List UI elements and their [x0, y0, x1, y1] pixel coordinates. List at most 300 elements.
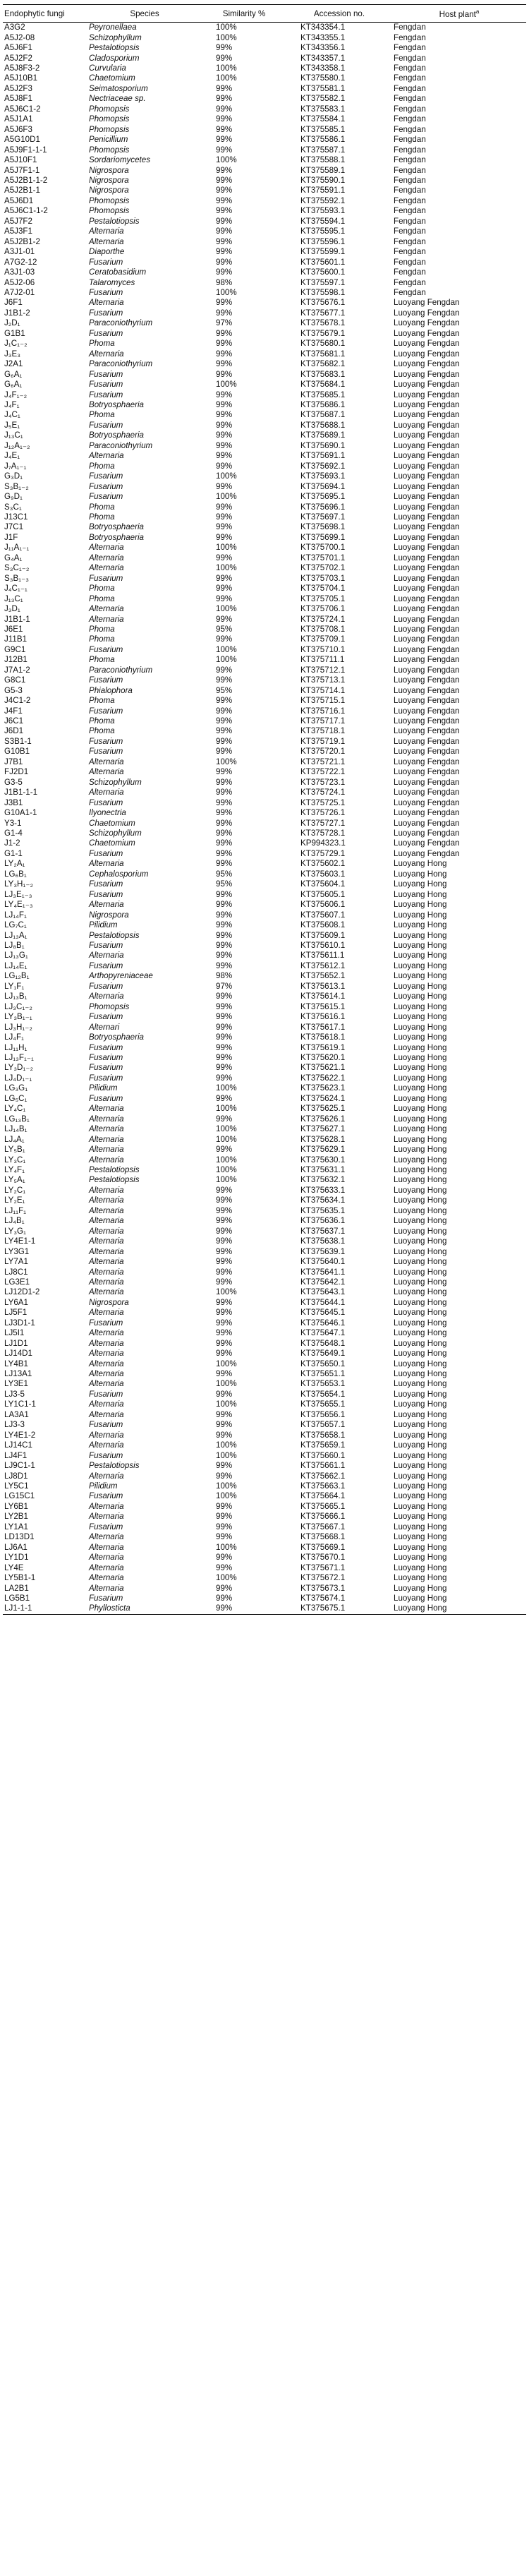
table-row	[3, 543, 526, 553]
host-plant-cell: Luoyang Hong	[394, 1563, 447, 1572]
table-row	[3, 1287, 526, 1297]
host-plant-cell: Luoyang Fengdan	[394, 440, 460, 450]
fungi-id-cell: A5J8F1	[4, 94, 32, 104]
fungi-id-cell: G8C1	[4, 675, 26, 685]
table-row	[3, 1012, 526, 1022]
species-cell: Fusarium	[89, 471, 123, 481]
host-plant-cell: Luoyang Hong	[394, 1440, 447, 1450]
fungi-id-cell: J1B1-2	[4, 308, 30, 318]
fungi-id-cell: A5J2F2	[4, 53, 32, 63]
species-cell: Diaporthe	[89, 247, 125, 257]
host-plant-cell: Luoyang Fengdan	[394, 399, 460, 409]
table-row	[3, 706, 526, 716]
table-row	[3, 655, 526, 665]
species-cell: Alternaria	[89, 1155, 124, 1164]
similarity-cell: 99%	[216, 298, 233, 308]
table-row	[3, 584, 526, 594]
similarity-cell: 99%	[216, 1216, 233, 1226]
accession-no-cell: KT375699.1	[300, 532, 346, 542]
accession-no-cell: KT375676.1	[300, 298, 346, 308]
table-row	[3, 308, 526, 318]
fungi-id-cell: G10A1-1	[4, 808, 37, 818]
accession-no-cell: KT375695.1	[300, 492, 346, 502]
host-plant-cell: Luoyang Hong	[394, 1349, 447, 1359]
host-plant-cell: Luoyang Hong	[394, 981, 447, 991]
host-plant-cell: Luoyang Fengdan	[394, 685, 460, 695]
fungi-id-cell: LJ₄A₁	[4, 1134, 25, 1144]
species-cell: Schizophyllum	[89, 777, 142, 787]
similarity-cell: 99%	[216, 1420, 233, 1430]
species-cell: Alternaria	[89, 1542, 124, 1552]
host-plant-cell: Fengdan	[394, 32, 426, 42]
table-row	[3, 900, 526, 910]
similarity-cell: 99%	[216, 1389, 233, 1399]
col-header-fungi: Endophytic fungi	[3, 5, 87, 23]
table-row	[3, 1186, 526, 1196]
host-plant-cell: Luoyang Hong	[394, 859, 447, 869]
accession-no-cell: KT375700.1	[300, 543, 346, 553]
accession-no-cell: KT375717.1	[300, 716, 346, 726]
accession-no-cell: KT375584.1	[300, 114, 346, 124]
table-row	[3, 32, 526, 42]
host-plant-cell: Luoyang Hong	[394, 1297, 447, 1307]
accession-no-cell: KT375693.1	[300, 471, 346, 481]
similarity-cell: 99%	[216, 114, 233, 124]
accession-no-cell: KT375671.1	[300, 1563, 346, 1572]
similarity-cell: 99%	[216, 838, 233, 848]
accession-no-cell: KT375622.1	[300, 1073, 346, 1083]
accession-no-cell: KT375585.1	[300, 124, 346, 134]
similarity-cell: 99%	[216, 1073, 233, 1083]
host-plant-cell: Luoyang Fengdan	[394, 502, 460, 512]
accession-no-cell: KT375652.1	[300, 971, 346, 981]
accession-no-cell: KT343358.1	[300, 64, 346, 73]
species-cell: Alternaria	[89, 1104, 124, 1114]
species-cell: Penicillium	[89, 135, 128, 145]
fungi-id-cell: LJ3-5	[4, 1389, 25, 1399]
table-row	[3, 1543, 526, 1553]
similarity-cell: 100%	[216, 563, 237, 573]
similarity-cell: 99%	[216, 216, 233, 226]
species-cell: Alternaria	[89, 1205, 124, 1215]
table-header	[3, 5, 526, 23]
species-cell: Botryosphaeria	[89, 431, 144, 440]
species-cell: Pestalotiopsis	[89, 43, 140, 53]
accession-no-cell: KT375601.1	[300, 257, 346, 267]
host-plant-cell: Luoyang Fengdan	[394, 339, 460, 349]
similarity-cell: 100%	[216, 1134, 237, 1144]
host-plant-cell: Fengdan	[394, 277, 426, 287]
species-cell: Nigrospora	[89, 176, 129, 186]
accession-no-cell: KT375596.1	[300, 236, 346, 246]
host-plant-cell: Luoyang Hong	[394, 1522, 447, 1531]
species-cell: Alternaria	[89, 1583, 124, 1593]
similarity-cell: 99%	[216, 829, 233, 838]
host-plant-cell: Luoyang Fengdan	[394, 553, 460, 562]
table-row	[3, 1390, 526, 1400]
accession-no-cell: KT375689.1	[300, 431, 346, 440]
fungi-id-cell: A5J6D1	[4, 195, 34, 205]
host-plant-cell: Luoyang Hong	[394, 1185, 447, 1195]
table-row	[3, 1134, 526, 1144]
table-row	[3, 380, 526, 390]
host-plant-cell: Luoyang Hong	[394, 1338, 447, 1348]
host-plant-cell: Luoyang Hong	[394, 1022, 447, 1032]
species-cell: Alternaria	[89, 1277, 124, 1287]
table-row	[3, 788, 526, 798]
similarity-cell: 99%	[216, 512, 233, 522]
host-plant-cell: Fengdan	[394, 94, 426, 104]
host-plant-cell: Luoyang Hong	[392, 1603, 526, 1614]
table-row	[3, 1594, 526, 1603]
accession-no-cell: KT375674.1	[300, 1594, 346, 1603]
table-row	[3, 339, 526, 349]
accession-no-cell: KT375615.1	[300, 1001, 346, 1011]
table-row	[3, 1583, 526, 1593]
accession-no-cell: KT375581.1	[300, 83, 346, 93]
similarity-cell: 100%	[216, 1379, 237, 1389]
table-row	[3, 390, 526, 399]
host-plant-cell: Luoyang Fengdan	[394, 777, 460, 787]
fungi-id-cell: LY4E1-1	[4, 1236, 36, 1246]
fungi-id-cell: A3J1-03	[4, 267, 35, 277]
fungi-id-cell: A5J1A1	[4, 114, 33, 124]
species-cell: Alternaria	[89, 1114, 124, 1124]
fungi-id-cell: LY₁F₁	[4, 981, 25, 991]
table-row	[3, 125, 526, 135]
col-header-similarity: Similarity %	[202, 5, 286, 23]
accession-no-cell: KT375720.1	[300, 747, 346, 757]
species-cell: Sordariomycetes	[89, 155, 150, 165]
fungi-id-cell: A7G2-12	[4, 257, 37, 267]
similarity-cell: 99%	[216, 1328, 233, 1338]
species-cell: Nigrospora	[89, 1297, 129, 1307]
table-row	[3, 1573, 526, 1583]
species-cell: Alternaria	[89, 1226, 124, 1236]
host-plant-cell: Fengdan	[394, 186, 426, 195]
species-cell: Talaromyces	[89, 277, 135, 287]
table-row	[3, 1022, 526, 1032]
accession-no-cell: KT375618.1	[300, 1033, 346, 1042]
table-row	[3, 879, 526, 889]
fungi-id-cell: S3B1-1	[4, 736, 32, 746]
host-plant-cell: Luoyang Fengdan	[394, 594, 460, 603]
species-cell: Nigrospora	[89, 910, 129, 920]
species-cell: Phoma	[89, 594, 115, 603]
species-cell: Fusarium	[89, 420, 123, 430]
host-plant-cell: Luoyang Hong	[394, 900, 447, 910]
species-cell: Alternaria	[89, 1553, 124, 1563]
species-cell: Fusarium	[89, 328, 123, 338]
accession-no-cell: KT375653.1	[300, 1379, 346, 1389]
accession-no-cell: KT375679.1	[300, 328, 346, 338]
host-plant-cell: Fengdan	[394, 104, 426, 114]
species-cell: Alternaria	[89, 757, 124, 766]
accession-no-cell: KT375704.1	[300, 584, 346, 594]
accession-no-cell: KT375595.1	[300, 227, 346, 236]
fungi-id-cell: LJ6A1	[4, 1542, 28, 1552]
host-plant-cell: Luoyang Hong	[394, 1481, 447, 1491]
accession-no-cell: KT375706.1	[300, 604, 346, 614]
species-cell: Alternaria	[89, 563, 124, 573]
similarity-cell: 97%	[216, 981, 233, 991]
host-plant-cell: Luoyang Hong	[394, 1553, 447, 1563]
species-cell: Pestalotiopsis	[89, 1164, 140, 1174]
similarity-cell: 99%	[216, 1349, 233, 1359]
fungi-id-cell: LY₂E₁	[4, 1196, 25, 1205]
accession-no-cell: KT375715.1	[300, 696, 346, 706]
table-row	[3, 645, 526, 655]
accession-no-cell: KT375594.1	[300, 216, 346, 226]
species-cell: Alternaria	[89, 1134, 124, 1144]
fungi-id-cell: LG₆B₁	[4, 869, 27, 879]
similarity-cell: 99%	[216, 1196, 233, 1205]
fungi-id-cell: J7A1-2	[4, 665, 30, 675]
fungi-id-cell: LY6A1	[4, 1297, 28, 1307]
fungi-id-cell: A5J10F1	[4, 155, 37, 165]
host-plant-cell: Fengdan	[394, 227, 426, 236]
fungi-id-cell: LJ13A1	[4, 1369, 32, 1379]
species-cell: Botryosphaeria	[89, 532, 144, 542]
species-cell: Ilyonectria	[89, 808, 126, 818]
host-plant-cell: Luoyang Hong	[394, 1114, 447, 1124]
similarity-cell: 99%	[216, 818, 233, 828]
table-row	[3, 1512, 526, 1522]
similarity-cell: 99%	[216, 634, 233, 644]
accession-no-cell: KT375697.1	[300, 512, 346, 522]
similarity-cell: 99%	[216, 1532, 233, 1542]
table-row	[3, 961, 526, 971]
accession-no-cell: KT375673.1	[300, 1583, 346, 1593]
accession-no-cell: KT375588.1	[300, 155, 346, 165]
fungi-id-cell: G₉D₁	[4, 492, 23, 502]
table-row	[3, 573, 526, 583]
host-plant-cell: Luoyang Fengdan	[394, 512, 460, 522]
host-plant-cell: Luoyang Fengdan	[394, 308, 460, 318]
fungi-id-cell: LJ1-1-1	[3, 1603, 87, 1614]
similarity-cell: 99%	[216, 798, 233, 807]
host-plant-cell: Luoyang Fengdan	[394, 604, 460, 614]
fungi-table	[3, 4, 526, 1615]
fungi-id-cell: LY₄E₁₋₃	[4, 900, 33, 910]
similarity-cell: 99%	[216, 1277, 233, 1287]
fungi-id-cell: J₁₃C₁	[4, 431, 23, 440]
fungi-id-cell: LJ3D1-1	[4, 1318, 35, 1328]
table-row	[3, 369, 526, 379]
host-plant-cell: Luoyang Hong	[394, 869, 447, 879]
similarity-cell: 99%	[216, 104, 233, 114]
table-row	[3, 1400, 526, 1409]
species-cell: Fusarium	[89, 1052, 123, 1062]
table-row	[3, 1145, 526, 1155]
accession-no-cell: KT375586.1	[300, 135, 346, 145]
accession-no-cell: KT375682.1	[300, 359, 346, 369]
similarity-cell: 99%	[216, 1246, 233, 1256]
species-cell: Cephalosporium	[89, 869, 149, 879]
species-cell: Pestalotiopsis	[89, 1175, 140, 1185]
similarity-cell: 100%	[216, 757, 237, 766]
species-cell: Fusarium	[89, 492, 123, 502]
fungi-id-cell: LY₃D₁₋₂	[4, 1063, 33, 1073]
fungi-id-cell: A5J2B1-1	[4, 186, 40, 195]
fungi-id-cell: LJ8D1	[4, 1471, 28, 1481]
table-row	[3, 818, 526, 828]
fungi-id-cell: LJ4F1	[4, 1450, 28, 1460]
table-row	[3, 451, 526, 461]
accession-no-cell: KT375614.1	[300, 992, 346, 1001]
fungi-id-cell: G1-4	[4, 829, 23, 838]
similarity-cell: 99%	[216, 135, 233, 145]
host-plant-cell: Luoyang Hong	[394, 1512, 447, 1522]
fungi-id-cell: J11B1	[4, 634, 28, 644]
host-plant-cell: Luoyang Fengdan	[394, 747, 460, 757]
similarity-cell: 99%	[216, 461, 233, 471]
table-row	[3, 849, 526, 859]
similarity-cell: 100%	[216, 1440, 237, 1450]
table-row	[3, 798, 526, 807]
fungi-id-cell: LY₅B₁	[4, 1145, 25, 1155]
host-plant-cell: Luoyang Fengdan	[394, 390, 460, 399]
similarity-cell: 99%	[216, 369, 233, 379]
table-row	[3, 1267, 526, 1277]
accession-no-cell: KT375666.1	[300, 1512, 346, 1522]
fungi-id-cell: LY2B1	[4, 1512, 28, 1522]
accession-no-cell: KT375694.1	[300, 481, 346, 491]
species-cell: Alternaria	[89, 767, 124, 777]
accession-no-cell: KT375705.1	[300, 594, 346, 603]
accession-no-cell: KT375677.1	[300, 308, 346, 318]
species-cell: Ceratobasidium	[89, 267, 147, 277]
host-plant-cell: Luoyang Hong	[394, 1594, 447, 1603]
accession-no-cell: KT375684.1	[300, 380, 346, 390]
table-row	[3, 1094, 526, 1104]
fungi-id-cell: LJ₁₃B₁	[4, 992, 28, 1001]
species-cell: Alternaria	[89, 451, 124, 461]
similarity-cell: 100%	[216, 1164, 237, 1174]
similarity-cell: 99%	[216, 1236, 233, 1246]
species-cell: Alternaria	[89, 1369, 124, 1379]
similarity-cell: 99%	[216, 889, 233, 899]
table-row	[3, 920, 526, 930]
accession-no-cell: KT375628.1	[300, 1134, 346, 1144]
fungi-id-cell: LY₅A₁	[4, 1175, 25, 1185]
table-row	[3, 634, 526, 644]
similarity-cell: 100%	[216, 1175, 237, 1185]
similarity-cell: 99%	[216, 696, 233, 706]
similarity-cell: 99%	[216, 1042, 233, 1052]
similarity-cell: 100%	[216, 1491, 237, 1501]
accession-no-cell: KT375692.1	[300, 461, 346, 471]
fungi-id-cell: G₆A₁	[4, 369, 23, 379]
fungi-id-cell: J13C1	[4, 512, 28, 522]
host-plant-cell: Luoyang Hong	[394, 1033, 447, 1042]
fungi-id-cell: J₁₃C₁	[4, 594, 23, 603]
fungi-id-cell: J7C1	[4, 522, 24, 532]
fungi-id-cell: A5J3F1	[4, 227, 32, 236]
species-cell: Fusarium	[89, 675, 123, 685]
host-plant-cell: Fengdan	[394, 247, 426, 257]
accession-no-cell: KT375667.1	[300, 1522, 346, 1531]
accession-no-cell: KT375648.1	[300, 1338, 346, 1348]
fungi-id-cell: S₃B₁₋₂	[4, 481, 29, 491]
fungi-id-cell: G5-3	[4, 685, 23, 695]
similarity-cell: 100%	[216, 380, 237, 390]
table-row	[3, 1461, 526, 1471]
fungi-id-cell: LY₂A₁	[4, 859, 25, 869]
table-row	[3, 1532, 526, 1542]
similarity-cell: 100%	[216, 23, 237, 32]
species-cell: Cladosporium	[89, 53, 140, 63]
host-plant-cell: Fengdan	[394, 216, 426, 226]
species-cell: Fusarium	[89, 369, 123, 379]
table-row	[3, 971, 526, 981]
accession-no-cell: KT375675.1	[286, 1603, 392, 1614]
accession-no-cell: KT375714.1	[300, 685, 346, 695]
accession-no-cell: KT375656.1	[300, 1409, 346, 1419]
table-row	[3, 196, 526, 206]
species-cell: Chaetomium	[89, 818, 135, 828]
host-plant-cell: Fengdan	[394, 267, 426, 277]
host-plant-cell: Luoyang Fengdan	[394, 471, 460, 481]
species-cell: Alternaria	[89, 1471, 124, 1481]
accession-no-cell: KT375668.1	[300, 1532, 346, 1542]
similarity-cell: 100%	[216, 32, 237, 42]
accession-no-cell: KT375610.1	[300, 941, 346, 950]
table-row	[3, 165, 526, 175]
fungi-id-cell: J3B1	[4, 798, 23, 807]
table-row	[3, 1236, 526, 1246]
species-cell: Alternaria	[89, 1124, 124, 1134]
fungi-id-cell: J6E1	[4, 624, 23, 634]
accession-no-cell: KT375686.1	[300, 399, 346, 409]
host-plant-cell: Luoyang Hong	[394, 1134, 447, 1144]
table-row	[3, 400, 526, 410]
host-plant-cell: Luoyang Fengdan	[394, 624, 460, 634]
fungi-id-cell: J₇A₁₋₁	[4, 461, 27, 471]
table-row	[3, 1338, 526, 1348]
species-cell: Fusarium	[89, 380, 123, 390]
table-row	[3, 1553, 526, 1563]
species-cell: Chaetomium	[89, 73, 135, 83]
accession-no-cell: KT375716.1	[300, 706, 346, 716]
species-cell: Alternaria	[89, 1400, 124, 1409]
species-cell: Alternaria	[89, 553, 124, 562]
table-row	[3, 257, 526, 267]
species-cell: Fusarium	[89, 644, 123, 654]
host-plant-cell: Luoyang Fengdan	[394, 349, 460, 359]
fungi-id-cell: LY6B1	[4, 1501, 28, 1511]
species-cell: Phomopsis	[89, 104, 130, 114]
similarity-cell: 99%	[216, 859, 233, 869]
fungi-id-cell: S₃C₁	[4, 502, 22, 512]
fungi-id-cell: LA3A1	[4, 1409, 29, 1419]
similarity-cell: 100%	[216, 1542, 237, 1552]
host-plant-cell: Luoyang Hong	[394, 1042, 447, 1052]
host-plant-cell: Luoyang Hong	[394, 1257, 447, 1267]
similarity-cell: 99%	[216, 124, 233, 134]
species-cell: Pilidium	[89, 1083, 118, 1093]
table-row	[3, 1481, 526, 1491]
similarity-cell: 100%	[216, 1359, 237, 1368]
table-row	[3, 1298, 526, 1308]
host-plant-cell: Luoyang Hong	[394, 1093, 447, 1103]
species-cell: Paraconiothyrium	[89, 359, 153, 369]
accession-no-cell: KT375728.1	[300, 829, 346, 838]
similarity-cell: 99%	[216, 675, 233, 685]
accession-no-cell: KT375723.1	[300, 777, 346, 787]
species-cell: Alternaria	[89, 298, 124, 308]
accession-no-cell: KT375712.1	[300, 665, 346, 675]
